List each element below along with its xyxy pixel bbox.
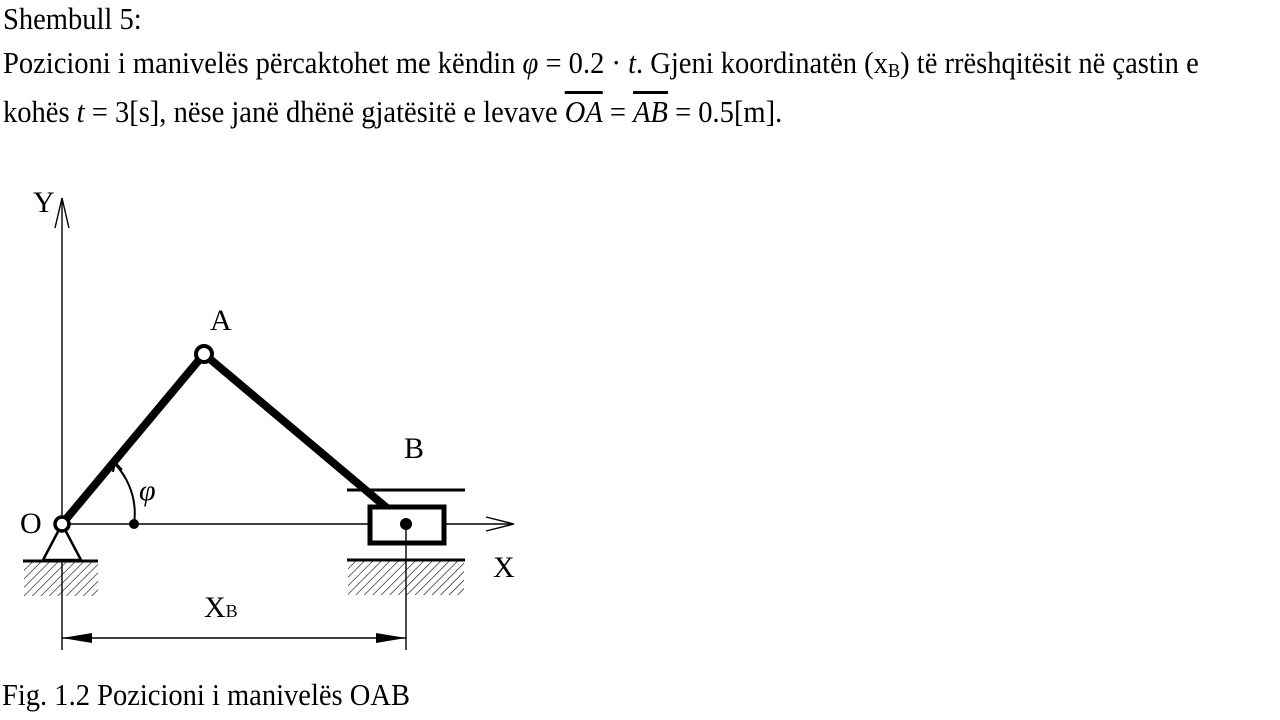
joint-o: [55, 517, 69, 531]
point-o-label: O: [20, 507, 42, 540]
ground-hatch-left: [24, 562, 98, 596]
dimension-arrow-right-icon: [376, 633, 406, 643]
problem-text-2c: = 0.5[m].: [667, 94, 783, 129]
time-symbol: t: [628, 45, 637, 80]
dimension-arrow-left-icon: [62, 633, 92, 643]
point-a-label: A: [210, 304, 232, 337]
rod-ab: [204, 354, 406, 524]
x-axis-label: X: [493, 551, 515, 584]
segment-ab: $\overline{AB}$: [633, 94, 668, 129]
y-axis-label: Y: [33, 186, 55, 219]
equation-part: = 0.2 ·: [538, 45, 629, 80]
figure-caption: Fig. 1.2 Pozicioni i manivelës OAB: [2, 677, 410, 712]
time-symbol-2: t: [76, 94, 85, 129]
point-b-label: B: [404, 432, 425, 465]
angle-phi-dot: [129, 519, 139, 529]
problem-text-1b: . Gjeni koordinatën (x: [636, 45, 888, 80]
dimension-xb-label: XB: [204, 591, 238, 624]
problem-text-1a: Pozicioni i manivelës përcaktohet me këndin: [3, 45, 523, 80]
problem-text-1c: ) të rrëshqitësit në çastin e: [900, 45, 1199, 80]
angle-phi-arc: [115, 464, 135, 524]
problem-text-2a: kohës: [3, 94, 77, 129]
example-title: Shembull 5:: [3, 1, 142, 36]
equals-sign: =: [602, 94, 634, 129]
subscript-b: B: [887, 60, 901, 82]
joint-a: [196, 346, 212, 362]
phi-symbol: φ: [522, 45, 539, 80]
problem-text-2b: = 3[s], nëse janë dhënë gjatësitë e levave: [84, 94, 565, 129]
angle-phi-label: φ: [139, 474, 156, 507]
segment-oa: $\overline{OA}$: [564, 94, 603, 129]
